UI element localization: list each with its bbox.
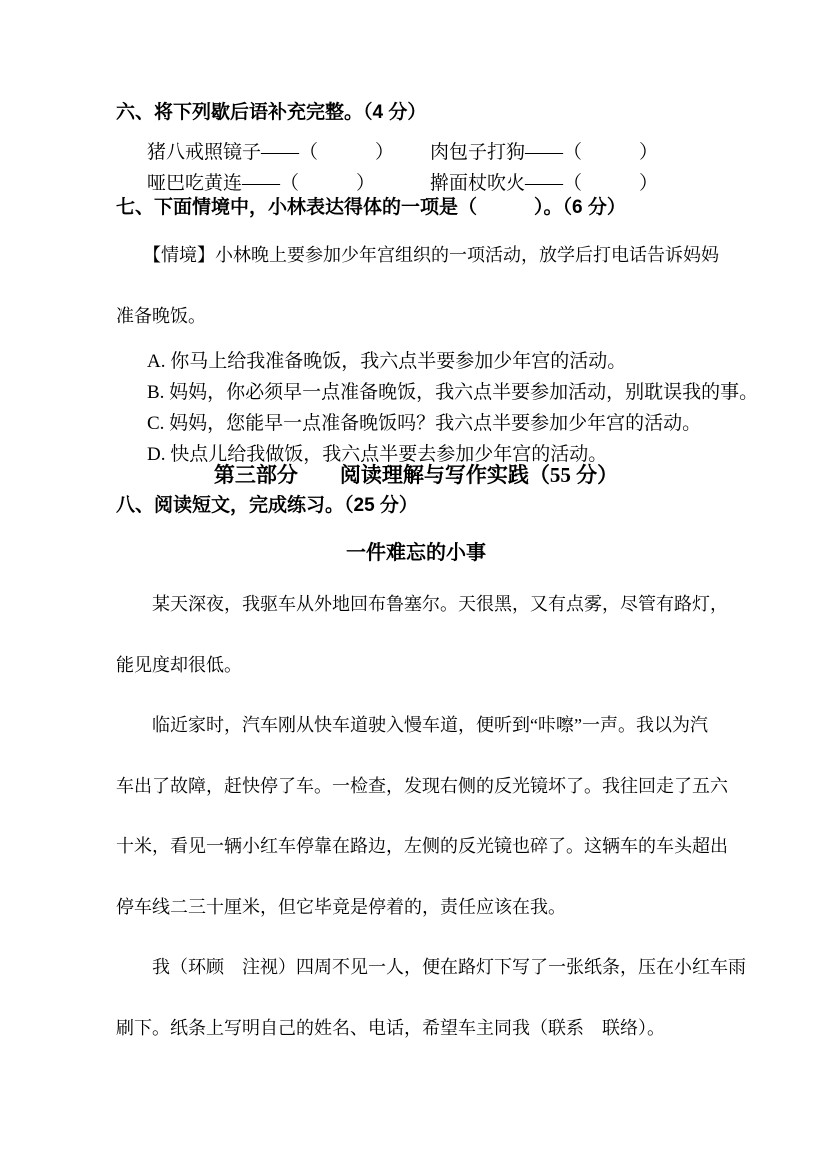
passage-line: 能见度却很低。 — [116, 654, 242, 675]
question-7-heading: 七、下面情境中，小林表达得体的一项是（ ）。（6 分） — [116, 197, 626, 218]
part-3-heading: 第三部分 阅读理解与写作实践（55 分） — [213, 463, 619, 487]
scenario-line: 准备晚饭。 — [116, 305, 206, 326]
idiom-row — [147, 137, 747, 168]
passage-title: 一件难忘的小事 — [346, 542, 486, 564]
passage-line: 停车线二三十厘米，但它毕竟是停着的，责任应该在我。 — [116, 896, 566, 917]
passage-line: 十米，看见一辆小红车停靠在路边，左侧的反光镜也碎了。这辆车的车头超出 — [116, 836, 728, 856]
passage-line: 某天深夜，我驱车从外地回布鲁塞尔。天很黑，又有点雾，尽管有路灯， — [116, 594, 728, 614]
question-6-heading: 六、将下列歇后语补充完整。（4 分） — [116, 102, 427, 123]
idiom-right-blank: 肉包子打狗——（ ） — [430, 142, 659, 163]
option-list — [147, 346, 759, 470]
option-item: B. 妈妈，你必须早一点准备晚饭，我六点半要参加活动，别耽误我的事。 — [147, 382, 759, 403]
idiom-row — [147, 168, 747, 199]
scenario-paragraph — [116, 225, 726, 346]
passage-line: 车出了故障，赶快停了车。一检查，发现右侧的反光镜坏了。我往回走了五六 — [116, 775, 728, 796]
passage-line: 刷下。纸条上写明自己的姓名、电话，希望车主同我（联系 联络）。 — [116, 1017, 665, 1038]
option-item: A. 你马上给我准备晚饭，我六点半要参加少年宫的活动。 — [147, 351, 627, 372]
idiom-right-blank: 擀面杖吹火——（ ） — [430, 173, 659, 194]
option-item: D. 快点儿给我做饭，我六点半要去参加少年宫的活动。 — [147, 444, 608, 465]
scenario-line: 【情境】小林晚上要参加少年宫组织的一项活动，放学后打电话告诉妈妈 — [116, 245, 719, 265]
option-item: C. 妈妈，您能早一点准备晚饭吗？我六点半要参加少年宫的活动。 — [147, 413, 702, 434]
idiom-list — [147, 137, 747, 199]
passage-line: 临近家时，汽车刚从快车道驶入慢车道，便听到“咔嚓”一声。我以为汽 — [116, 715, 708, 735]
idiom-left-blank: 哑巴吃黄连——（ ） — [147, 173, 376, 194]
passage-line: 我（环顾 注视）四周不见一人，便在路灯下写了一张纸条，压在小红车雨 — [116, 957, 746, 977]
question-8-heading: 八、阅读短文，完成练习。（25 分） — [116, 495, 418, 516]
passage-body — [116, 574, 746, 1058]
idiom-left-blank: 猪八戒照镜子——（ ） — [147, 142, 395, 163]
